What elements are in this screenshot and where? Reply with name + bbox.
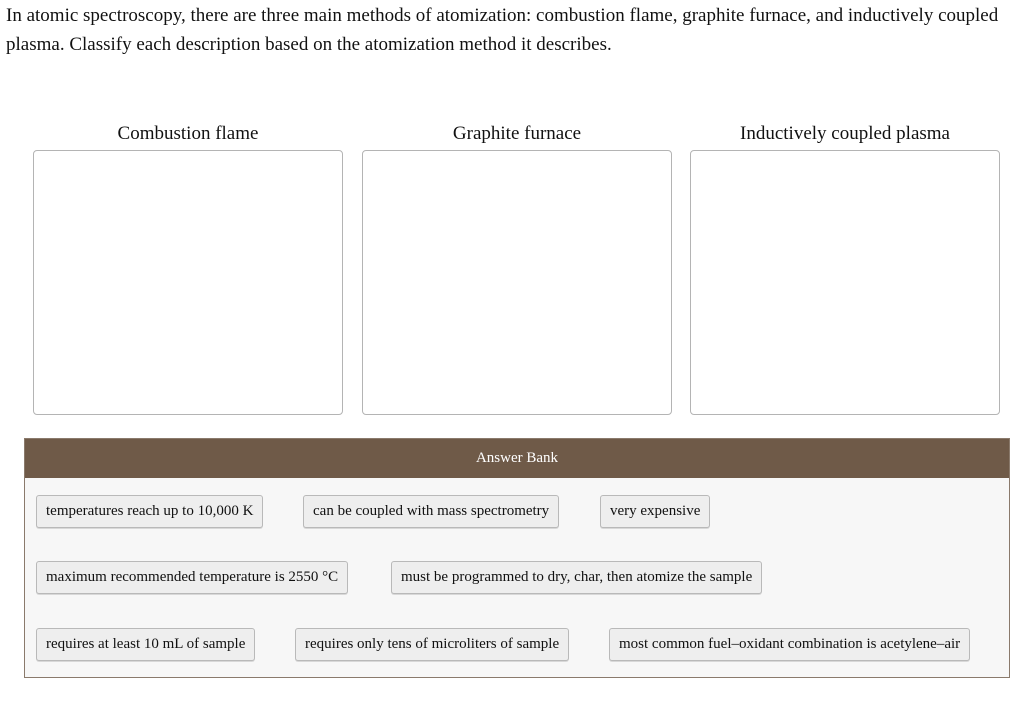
drop-zone-combustion-flame[interactable] xyxy=(33,150,343,415)
answer-chip-temperatures-10000k[interactable]: temperatures reach up to 10,000 K xyxy=(36,495,263,528)
answer-bank-title: Answer Bank xyxy=(25,439,1009,478)
category-title: Graphite furnace xyxy=(452,123,582,144)
category-title: Combustion flame xyxy=(117,123,259,144)
drop-zone-inductively-coupled-plasma[interactable] xyxy=(690,150,1000,415)
category-graphite-furnace xyxy=(362,120,672,415)
question-text: In atomic spectroscopy, there are three main methods of atomization: combustion flame, graphite furnace, and inductively coupled plasma. Classify each description based on the atomization method it describes. xyxy=(6,5,999,55)
drop-zone-graphite-furnace[interactable] xyxy=(362,150,672,415)
answer-chip-mass-spectrometry[interactable]: can be coupled with mass spectrometry xyxy=(303,495,559,528)
category-title: Inductively coupled plasma xyxy=(740,123,950,144)
answer-chip-very-expensive[interactable]: very expensive xyxy=(600,495,710,528)
answer-chip-10ml-sample[interactable]: requires at least 10 mL of sample xyxy=(36,628,255,661)
category-combustion-flame xyxy=(33,120,343,415)
answer-bank xyxy=(24,438,1010,678)
category-inductively-coupled-plasma xyxy=(690,120,1000,415)
answer-chip-max-temperature-2550[interactable]: maximum recommended temperature is 2550 °C xyxy=(36,561,348,594)
answer-chip-dry-char-atomize[interactable]: must be programmed to dry, char, then atomize the sample xyxy=(391,561,762,594)
answer-chip-tens-of-microliters[interactable]: requires only tens of microliters of sample xyxy=(295,628,569,661)
answer-chip-acetylene-air[interactable]: most common fuel–oxidant combination is acetylene–air xyxy=(609,628,970,661)
